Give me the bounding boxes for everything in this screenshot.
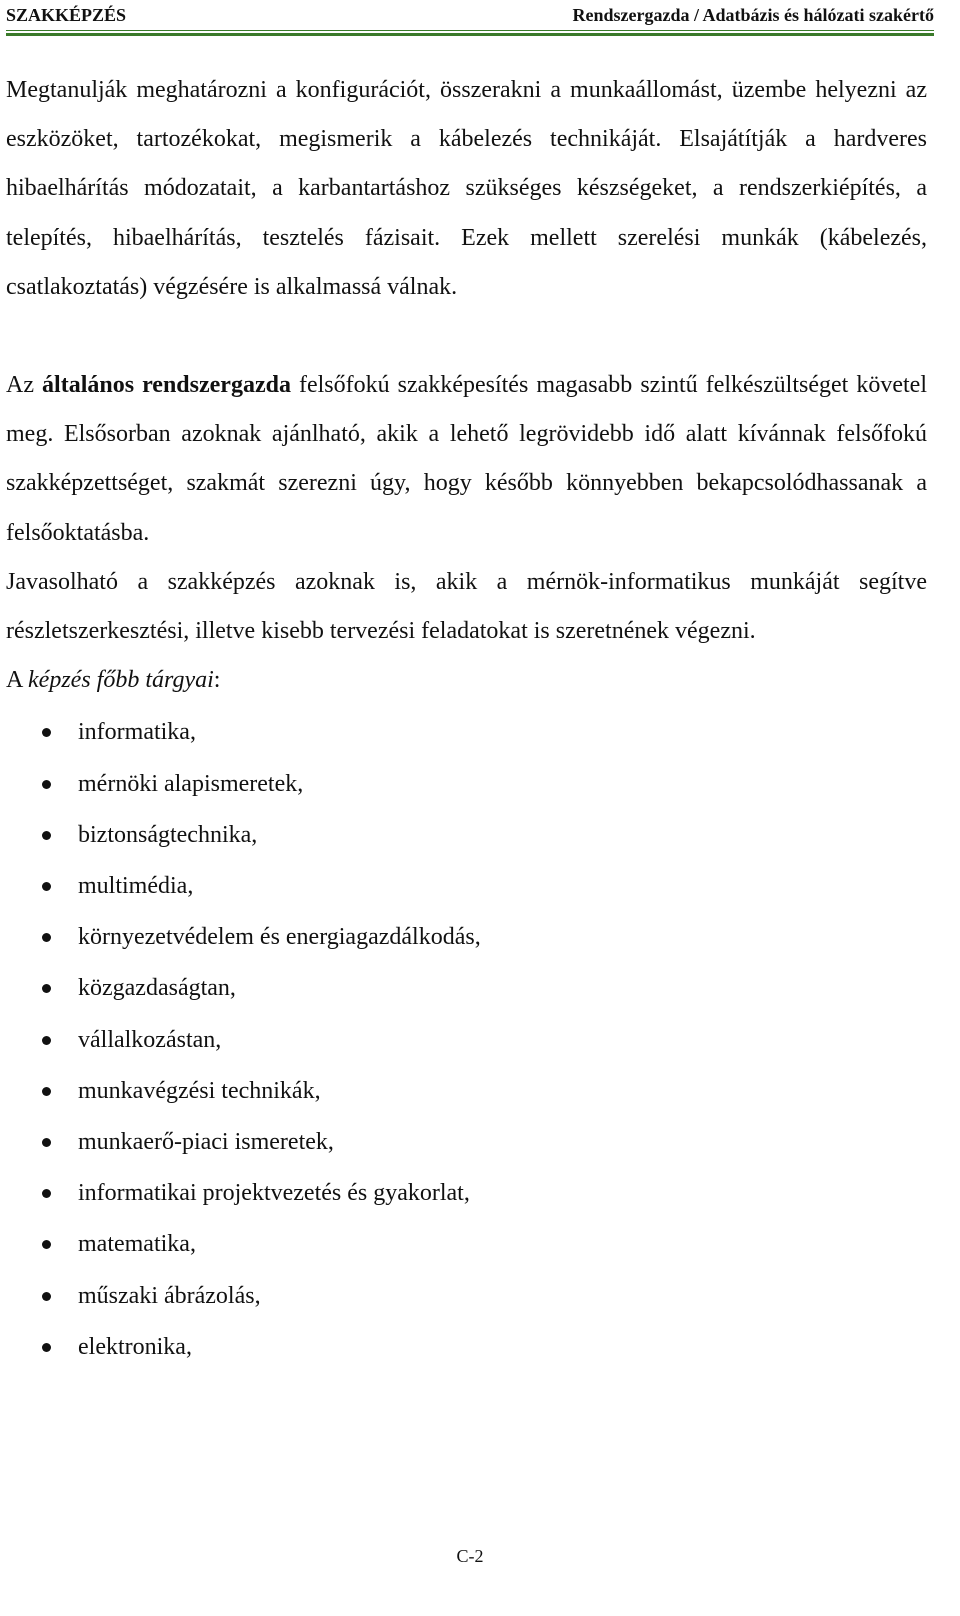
paragraph-skills: Megtanulják meghatározni a konfigurációt, összerakni a munkaállomást, üzembe helyezni az eszközöket, tartozékokat, megismerik a kábelezés technikáját. Elsajátítják a hardveres hibaelhárítás módozatait, a karbantartáshoz szükséges készségeket, a rendszerkiépítés, a telepítés, hibaelhárítás, tesztelés fázisait. Ezek mellett szerelési munkák (kábelezés, csatlakoztatás) végzésére is alkalmassá válnak. xyxy=(6,77,927,300)
list-item-label: informatikai projektvezetés és gyakorlat, xyxy=(78,1180,470,1207)
bullet-icon xyxy=(42,1240,51,1249)
list-item xyxy=(6,1271,927,1322)
bullet-icon xyxy=(42,1292,51,1301)
header-document-title: Rendszergazda / Adatbázis és hálózati szakértő xyxy=(572,5,934,25)
subjects-heading-suffix: : xyxy=(213,667,221,694)
bullet-icon xyxy=(42,1138,51,1147)
list-item xyxy=(6,861,927,912)
subjects-heading-prefix: A xyxy=(6,667,29,694)
header-section-title: SZAKKÉPZÉS xyxy=(6,5,127,25)
list-item xyxy=(6,810,927,861)
subjects-heading xyxy=(6,656,927,705)
list-item-label: mérnöki alapismeretek, xyxy=(78,770,304,797)
header-divider-thin xyxy=(6,30,934,31)
list-item-label: elektronika, xyxy=(78,1333,192,1360)
subjects-list xyxy=(6,707,927,1372)
paragraph-recommendation: Javasolható a szakképzés azoknak is, akik a mérnök-informatikus munkáját segítve részletszerkesztési, illetve kisebb tervezési feladatokat is szeretnének végezni. xyxy=(6,568,927,645)
list-item xyxy=(6,759,927,810)
paragraph-general-admin-prefix: Az xyxy=(6,372,43,399)
list-item xyxy=(6,912,927,963)
bullet-icon xyxy=(42,882,51,891)
list-item xyxy=(6,1322,927,1373)
bullet-icon xyxy=(42,1087,51,1096)
bullet-icon xyxy=(42,1189,51,1198)
bullet-icon xyxy=(42,728,51,737)
list-item xyxy=(6,963,927,1014)
list-item-label: vállalkozástan, xyxy=(78,1026,222,1053)
list-item-label: közgazdaságtan, xyxy=(78,975,236,1002)
bullet-icon xyxy=(42,831,51,840)
document-body xyxy=(6,66,927,1373)
list-item-label: multimédia, xyxy=(78,873,194,899)
subjects-heading-italic: képzés főbb tárgyai xyxy=(28,667,214,694)
paragraph-general-admin-bold: általános rendszergazda xyxy=(42,372,291,399)
list-item xyxy=(6,1066,927,1117)
bullet-icon xyxy=(42,780,51,789)
paragraph-general-admin xyxy=(6,361,927,558)
page-header xyxy=(6,0,934,28)
list-item xyxy=(6,1219,927,1270)
bullet-icon xyxy=(42,1036,51,1045)
list-item-label: műszaki ábrázolás, xyxy=(78,1282,261,1309)
header-divider-thick xyxy=(6,33,934,36)
list-item xyxy=(6,1015,927,1066)
paragraph-general-admin-text: felsőfokú szakképesítés magasabb szintű felkészültséget követel meg. Elsősorban azoknak ajánlható, akik a lehető legrövidebb idő alatt kívánnak felsőfokú szakképzettséget, szakmát szerezni úgy, hogy később könnyebben bekapcsolódhassanak a felsőoktatásba. xyxy=(6,372,927,546)
list-item-label: munkavégzési technikák, xyxy=(78,1077,321,1104)
list-item xyxy=(6,707,927,758)
bullet-icon xyxy=(42,984,51,993)
list-item-label: biztonságtechnika, xyxy=(78,821,258,848)
list-item xyxy=(6,1168,927,1219)
bullet-icon xyxy=(42,933,51,942)
list-item-label: munkaerő-piaci ismeretek, xyxy=(78,1128,334,1155)
list-item xyxy=(6,1117,927,1168)
page-number: C-2 xyxy=(456,1546,484,1566)
list-item-label: környezetvédelem és energiagazdálkodás, xyxy=(78,924,481,951)
list-item-label: matematika, xyxy=(78,1231,196,1258)
bullet-icon xyxy=(42,1343,51,1352)
list-item-label: informatika, xyxy=(78,719,196,746)
